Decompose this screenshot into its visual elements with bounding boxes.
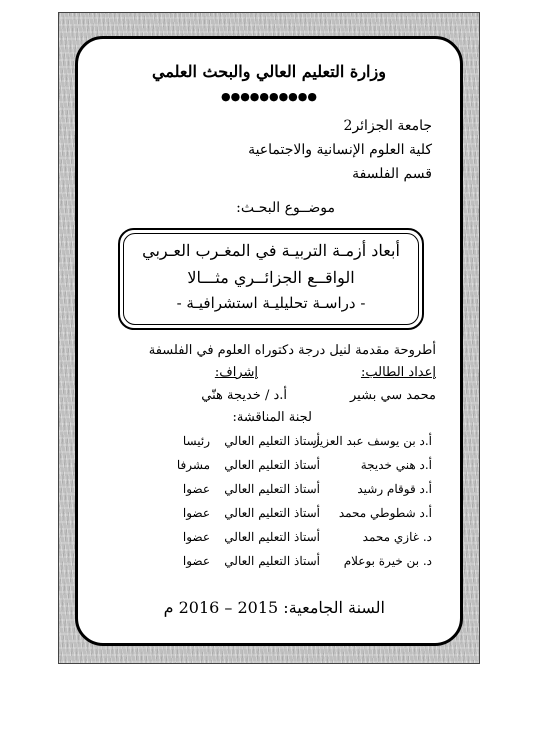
committee-member-name: أ.د بن يوسف عبد العزيز	[313, 434, 432, 448]
committee-member-name: د. غازي محمد	[362, 530, 432, 544]
committee-member-rank: أستاذ التعليم العالي	[224, 434, 320, 448]
university-name: جامعة الجزائر2	[343, 118, 432, 134]
academic-year: السنة الجامعية: 2015 – 2016 م	[163, 598, 385, 617]
committee-row	[132, 506, 432, 524]
committee-member-name: أ.د قوقام رشيد	[357, 482, 432, 496]
department-name: قسم الفلسفة	[352, 166, 432, 182]
committee-member-role: رئيسا	[182, 434, 210, 448]
thesis-title-line-3: - دراسـة تحليليـة استشرافيـة -	[176, 294, 366, 312]
dot-divider: ●●●●●●●●●●	[221, 90, 317, 103]
committee-member-name: أ.د هني خديجة	[360, 458, 432, 472]
topic-label: موضــوع البحـث:	[236, 200, 335, 216]
thesis-note: أطروحة مقدمة لنيل درجة دكتوراه العلوم في الفلسفة	[148, 343, 436, 358]
thesis-title-line-2: الواقــع الجزائــري مثـــالا	[187, 268, 355, 287]
supervisor-label: إشراف:	[214, 365, 258, 380]
committee-member-rank: أستاذ التعليم العالي	[224, 554, 320, 568]
faculty-name: كلية العلوم الإنسانية والاجتماعية	[248, 142, 432, 158]
committee-member-role: مشرفا	[176, 458, 210, 472]
committee-member-rank: أستاذ التعليم العالي	[224, 506, 320, 520]
committee-label: لجنة المناقشة:	[232, 410, 312, 425]
supervisor-name: أ.د / خديجة هنّي	[201, 388, 287, 403]
committee-member-role: عضوا	[182, 554, 210, 568]
committee-member-role: عضوا	[182, 506, 210, 520]
committee-member-rank: أستاذ التعليم العالي	[224, 482, 320, 496]
student-name: محمد سي بشير	[350, 388, 436, 403]
committee-member-name: د. بن خيرة بوعلام	[343, 554, 432, 568]
committee-member-role: عضوا	[182, 530, 210, 544]
committee-member-rank: أستاذ التعليم العالي	[224, 458, 320, 472]
committee-member-rank: أستاذ التعليم العالي	[224, 530, 320, 544]
committee-row	[132, 530, 432, 548]
ministry-title: وزارة التعليم العالي والبحث العلمي	[152, 62, 386, 81]
committee-row	[132, 482, 432, 500]
committee-row	[132, 554, 432, 572]
committee-row	[132, 458, 432, 476]
committee-member-role: عضوا	[182, 482, 210, 496]
committee-row	[132, 434, 432, 452]
thesis-title-line-1: أبعاد أزمـة التربيـة في المغـرب العـربي	[142, 241, 400, 260]
committee-member-name: أ.د شطوطي محمد	[338, 506, 432, 520]
student-label: إعداد الطالب:	[360, 365, 436, 380]
